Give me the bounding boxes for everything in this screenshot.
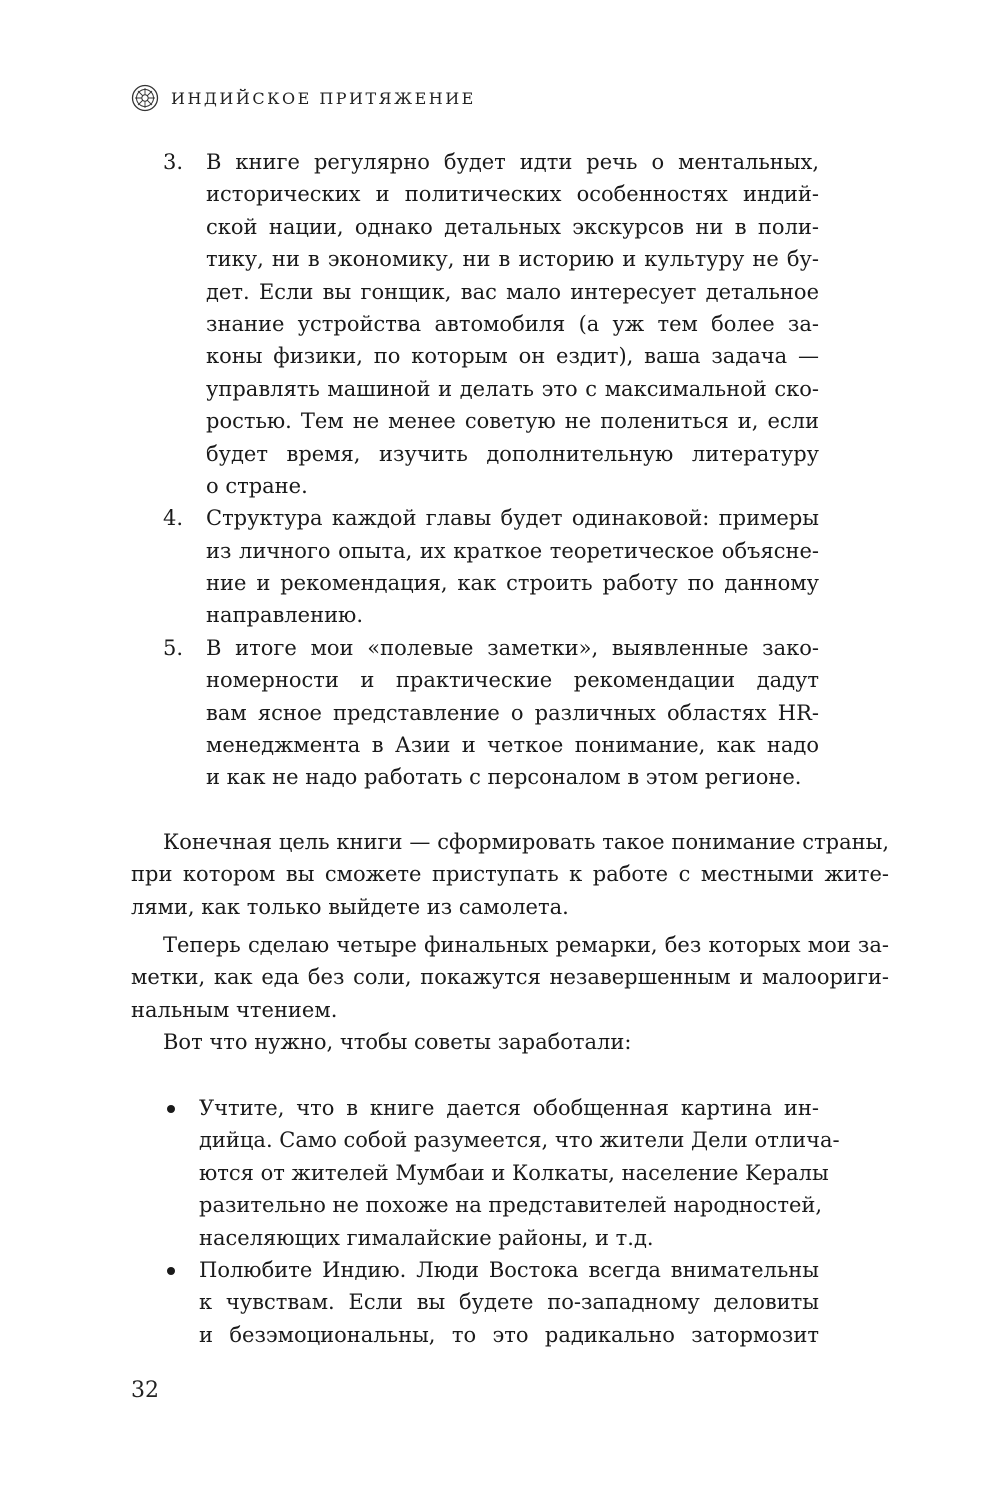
list-item-number: 4.	[163, 506, 184, 531]
numbered-list	[163, 146, 819, 794]
list-item-number: 5.	[163, 635, 184, 660]
list-item	[163, 146, 819, 502]
text-line: направлению.	[206, 603, 364, 628]
text-line: населяющих гималайские районы, и т.д.	[199, 1225, 654, 1250]
list-item	[163, 632, 819, 794]
text-line: менеджмента в Азии и четкое понимание, как надо	[206, 733, 819, 758]
bullet-icon	[167, 1105, 175, 1113]
bullet-list	[163, 1092, 840, 1351]
text-line: ской нации, однако детальных экскурсов ни в поли-	[206, 214, 819, 239]
running-header-title: ИНДИЙСКОЕ ПРИТЯЖЕНИЕ	[171, 88, 476, 108]
text-line: Полюбите Индию. Люди Востока всегда внимательны	[199, 1257, 819, 1282]
text-line: нальным чтением.	[131, 997, 338, 1022]
text-line: ние и рекомендация, как строить работу по данному	[206, 571, 819, 596]
page-number: 32	[131, 1378, 159, 1403]
text-line: о стране.	[206, 473, 308, 498]
text-line: номерности и практические рекомендации дадут	[206, 668, 819, 693]
list-item	[163, 1092, 840, 1254]
running-header	[131, 84, 476, 112]
text-line: дийца. Само собой разумеется, что жители Дели отлича-	[199, 1128, 840, 1153]
text-line: В книге регулярно будет идти речь о ментальных,	[206, 150, 819, 174]
text-line: Вот что нужно, чтобы советы заработали:	[163, 1030, 632, 1054]
text-line: будет время, изучить дополнительную литературу	[206, 441, 819, 466]
text-line: лями, как только выйдете из самолета.	[131, 894, 569, 919]
text-line: и как не надо работать с персоналом в этом регионе.	[206, 765, 802, 790]
bullet-icon	[167, 1267, 175, 1275]
text-line: дет. Если вы гонщик, вас мало интересует детальное	[206, 279, 819, 304]
text-line: к чувствам. Если вы будете по-западному деловиты	[199, 1290, 819, 1315]
text-line: тику, ни в экономику, ни в историю и культуру не бу-	[206, 247, 819, 272]
text-line: В итоге мои «полевые заметки», выявленные зако-	[206, 635, 819, 660]
text-line: при котором вы сможете приступать к работе с местными жите-	[131, 862, 889, 887]
text-line: Теперь сделаю четыре финальных ремарки, без которых мои за-	[163, 933, 889, 957]
text-line: разительно не похоже на представителей народностей,	[199, 1193, 823, 1218]
text-line: коны физики, по которым он ездит), ваша задача —	[206, 344, 819, 369]
list-item	[163, 502, 819, 632]
text-line: метки, как еда без соли, покажутся незавершенным и малоориги-	[131, 965, 889, 990]
text-line: вам ясное представление о различных областях HR-	[206, 700, 819, 725]
text-line: и безэмоциональны, то это радикально затормозит	[199, 1322, 819, 1347]
text-line: Учтите, что в книге дается обобщенная картина ин-	[199, 1096, 819, 1120]
text-line: ются от жителей Мумбаи и Колкаты, население Keралы	[199, 1160, 829, 1185]
paragraph	[131, 826, 889, 923]
paragraph	[131, 929, 889, 1026]
text-line: Конечная цель книги — сформировать такое понимание страны,	[163, 830, 889, 854]
paragraph	[131, 1026, 889, 1058]
text-line: Структура каждой главы будет одинаковой: примеры	[206, 506, 819, 531]
text-line: ростью. Тем не менее советую не полениться и, если	[206, 409, 819, 434]
list-item	[163, 1254, 819, 1351]
text-line: исторических и политических особенностях индий-	[206, 182, 819, 207]
text-line: знание устройства автомобиля (а уж тем более за-	[206, 311, 819, 336]
mandala-emblem-icon	[131, 84, 159, 112]
text-line: из личного опыта, их краткое теоретическое объясне-	[206, 538, 819, 563]
list-item-number: 3.	[163, 150, 184, 174]
text-line: управлять машиной и делать это с максимальной ско-	[206, 376, 819, 401]
